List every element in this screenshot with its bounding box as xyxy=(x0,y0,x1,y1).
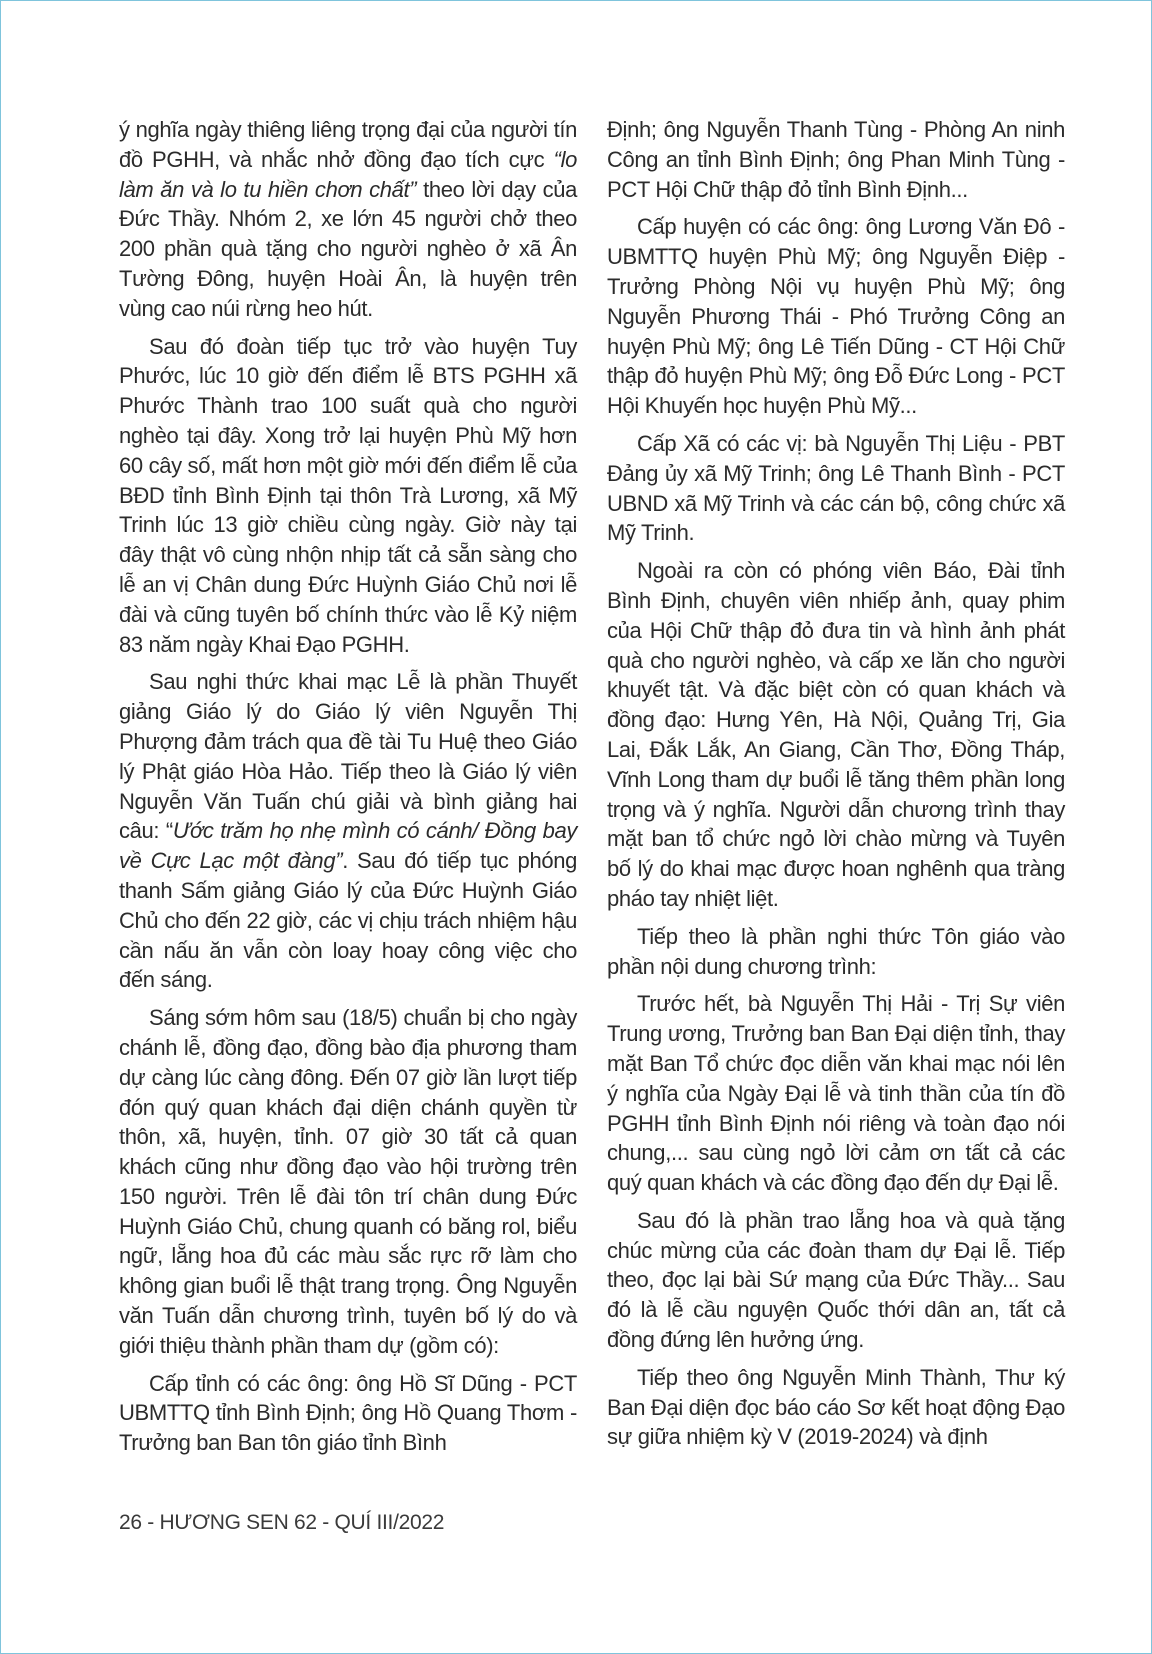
paragraph xyxy=(607,115,1065,204)
text-run: Định; ông Nguyễn Thanh Tùng - Phòng An ninh Công an tỉnh Bình Định; ông Phan Minh Tùng - PCT Hội Chữ thập đỏ tỉnh Bình Định... xyxy=(607,117,1065,202)
text-run: Cấp tỉnh có các ông: ông Hồ Sĩ Dũng - PCT UBMTTQ tỉnh Bình Định; ông Hồ Quang Thơm - Trưởng ban Ban tôn giáo tỉnh Bình xyxy=(119,1370,577,1456)
paragraph xyxy=(119,115,577,324)
text-run: Tiếp theo là phần nghi thức Tôn giáo vào phần nội dung chương trình: xyxy=(607,923,1065,979)
paragraph xyxy=(607,1363,1065,1452)
text-run: Cấp huyện có các ông: ông Lương Văn Đô - UBMTTQ huyện Phù Mỹ; ông Nguyễn Điệp - Trưởng Phòng Nội vụ huyện Phù Mỹ; ông Nguyễn Phương Thái - Phó Trưởng Công an huyện Phù Mỹ; ông Lê Tiến Dũng - CT Hội Chữ thập đỏ huyện Phù Mỹ; ông Đỗ Đức Long - PCT Hội Khuyến học huyện Phù Mỹ... xyxy=(607,214,1065,419)
text-run: Sáng sớm hôm sau (18/5) chuẩn bị cho ngày chánh lễ, đồng đạo, đồng bào địa phương tham dự càng lúc càng đông. Đến 07 giờ lần lượt tiếp đón quý quan khách đại diện chánh quyền từ thôn, xã, huyện, tỉnh. 07 giờ 30 tất cả quan khách cũng như đồng đạo vào hội trường trên 150 người. Trên lễ đài tôn trí chân dung Đức Huỳnh Giáo Chủ, chung quanh có băng rol, biểu ngữ, lẵng hoa đủ các màu sắc rực rỡ làm cho không gian buổi lễ thật trang trọng. Ông Nguyễn văn Tuấn dẫn chương trình, tuyên bố lý do và giới thiệu thành phần tham dự (gồm có): xyxy=(119,1005,577,1358)
paragraph xyxy=(607,989,1065,1198)
paragraph xyxy=(119,1003,577,1361)
text-run: Sau đó đoàn tiếp tục trở vào huyện Tuy Phước, lúc 10 giờ đến điểm lễ BTS PGHH xã Phước Thành trao 100 suất quà cho người nghèo tại đây. Xong trở lại huyện Phù Mỹ hơn 60 cây số, mất hơn một giờ mới đến điểm lễ của BĐD tỉnh Bình Định tại thôn Trà Lương, xã Mỹ Trinh lúc 13 giờ chiều cùng ngày. Giờ này tại đây thật vô cùng nhộn nhịp tất cả sẵn sàng cho lễ an vị Chân dung Đức Huỳnh Giáo Chủ nơi lễ đài và cũng tuyên bố chính thức vào lễ Kỷ niệm 83 năm ngày Khai Đạo PGHH. xyxy=(119,333,577,657)
paragraph xyxy=(607,556,1065,914)
italic-quote: “lo làm ăn và lo tu hiền chơn chất” xyxy=(119,146,577,202)
paragraph xyxy=(607,922,1065,982)
page-footer: 26 - HƯƠNG SEN 62 - QUÍ III/2022 xyxy=(119,1511,445,1534)
right-column xyxy=(607,115,1065,1460)
text-run: Tiếp theo ông Nguyễn Minh Thành, Thư ký Ban Đại diện đọc báo cáo Sơ kết hoạt động Đạo sự giữa nhiệm kỳ V (2019-2024) và định xyxy=(607,1364,1065,1450)
text-run: Cấp Xã có các vị: bà Nguyễn Thị Liệu - PBT Đảng ủy xã Mỹ Trinh; ông Lê Thanh Bình - PCT UBND xã Mỹ Trinh và các cán bộ, công chức xã Mỹ Trinh. xyxy=(607,430,1065,546)
paragraph xyxy=(607,212,1065,421)
text-run: Trước hết, bà Nguyễn Thị Hải - Trị Sự viên Trung ương, Trưởng ban Ban Đại diện tỉnh, thay mặt Ban Tổ chức đọc diễn văn khai mạc nói lên ý nghĩa của Ngày Đại lễ và tinh thần của tín đồ PGHH tỉnh Bình Định nói riêng và toàn đạo nói chung,... sau cùng ngỏ lời cảm ơn tất cả các quý quan khách và các đồng đạo đến dự Đại lễ. xyxy=(607,991,1065,1196)
left-column xyxy=(119,115,577,1466)
paragraph xyxy=(119,332,577,660)
paragraph xyxy=(607,429,1065,548)
paragraph xyxy=(119,1369,577,1458)
text-run: Sau nghi thức khai mạc Lễ là phần Thuyết giảng Giáo lý do Giáo lý viên Nguyễn Thị Phượng đảm trách qua đề tài Tu Huệ theo Giáo lý Phật giáo Hòa Hảo. Tiếp theo là Giáo lý viên Nguyễn Văn Tuấn chú giải và bình giảng hai câu: “ xyxy=(119,669,577,844)
text-run: ý nghĩa ngày thiêng liêng trọng đại của người tín đồ PGHH, và nhắc nhở đồng đạo tích cực xyxy=(119,117,577,172)
text-run: . Sau đó tiếp tục phóng thanh Sấm giảng Giáo lý của Đức Huỳnh Giáo Chủ cho đến 22 giờ, các vị chịu trách nhiệm hậu cần nấu ăn vẫn còn loay hoay công việc cho đến sáng. xyxy=(119,848,577,993)
paragraph xyxy=(607,1206,1065,1355)
text-run: Ngoài ra còn có phóng viên Báo, Đài tỉnh Bình Định, chuyên viên nhiếp ảnh, quay phim của Hội Chữ thập đỏ đưa tin và hình ảnh phát quà cho người nghèo, và cấp xe lăn cho người khuyết tật. Và đặc biệt còn có quan khách và đồng đạo: Hưng Yên, Hà Nội, Quảng Trị, Gia Lai, Đắk Lắk, An Giang, Cần Thơ, Đồng Tháp, Vĩnh Long tham dự buổi lễ tăng thêm phần long trọng và ý nghĩa. Người dẫn chương trình thay mặt ban tổ chức ngỏ lời chào mừng và Tuyên bố lý do khai mạc được hoan nghênh qua tràng pháo tay nhiệt liệt. xyxy=(607,558,1065,911)
text-run: theo lời dạy của Đức Thầy. Nhóm 2, xe lớn 45 người chở theo 200 phần quà tặng cho người nghèo ở xã Ân Tường Đông, huyện Hoài Ân, là huyện trên vùng cao núi rừng heo hút. xyxy=(119,176,577,321)
text-run: Sau đó là phần trao lẵng hoa và quà tặng chúc mừng của các đoàn tham dự Đại lễ. Tiếp theo, đọc lại bài Sứ mạng của Đức Thầy... Sau đó là lễ cầu nguyện Quốc thới dân an, tất cả đồng đứng lên hưởng ứng. xyxy=(607,1207,1065,1353)
italic-quote: Ước trăm họ nhẹ mình có cánh/ Đồng bay về Cực Lạc một đàng” xyxy=(119,818,578,874)
paragraph xyxy=(119,667,577,995)
